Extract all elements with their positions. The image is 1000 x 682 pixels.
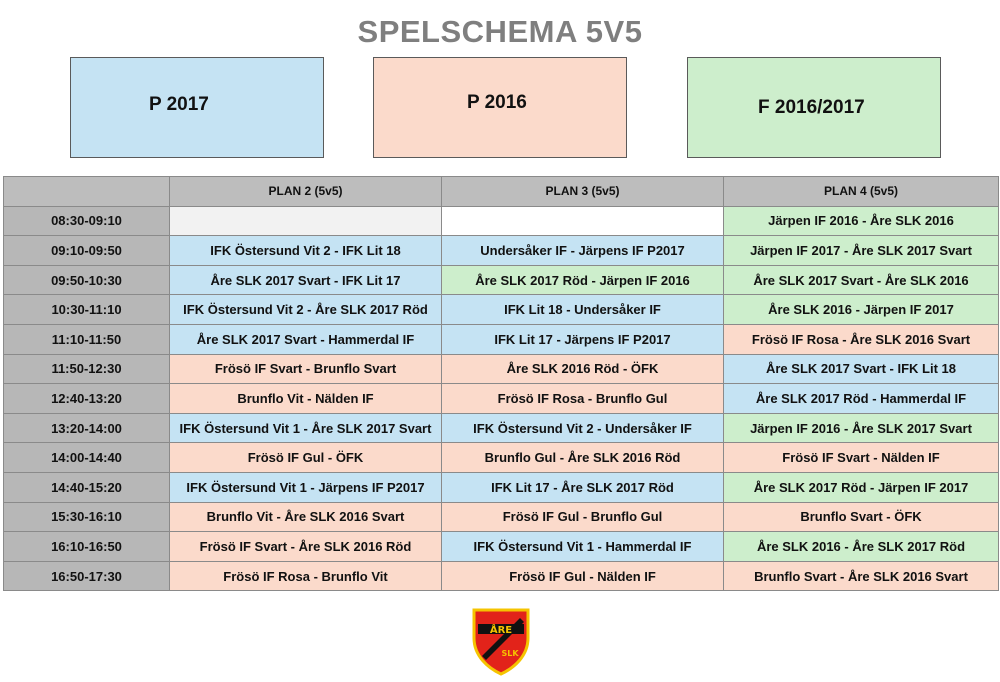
time-cell: 11:10-11:50 (4, 324, 170, 354)
table-row (4, 561, 999, 591)
table-row (4, 354, 999, 384)
legend-p2016 (373, 57, 627, 158)
table-row (4, 265, 999, 295)
time-cell: 11:50-12:30 (4, 354, 170, 384)
match-cell: Åre SLK 2017 Svart - IFK Lit 17 (170, 265, 442, 295)
logo-text: ÅRE (489, 625, 513, 636)
match-cell: Åre SLK 2016 - Järpen IF 2017 (724, 295, 999, 325)
logo-subtext: SLK (501, 649, 519, 658)
match-cell: IFK Östersund Vit 2 - Undersåker IF (442, 413, 724, 443)
schedule-table (3, 176, 999, 591)
match-cell: Brunflo Gul - Åre SLK 2016 Röd (442, 443, 724, 473)
match-cell (170, 206, 442, 236)
club-logo (468, 604, 534, 676)
match-cell: Frösö IF Svart - Åre SLK 2016 Röd (170, 532, 442, 562)
match-cell: Frösö IF Svart - Brunflo Svart (170, 354, 442, 384)
time-cell: 13:20-14:00 (4, 413, 170, 443)
time-cell: 16:50-17:30 (4, 561, 170, 591)
match-cell: IFK Lit 18 - Undersåker IF (442, 295, 724, 325)
match-cell: Frösö IF Gul - Brunflo Gul (442, 502, 724, 532)
table-header-row (4, 177, 999, 207)
legend-p2017-label: P 2017 (149, 94, 209, 115)
match-cell: IFK Östersund Vit 2 - IFK Lit 18 (170, 236, 442, 266)
match-cell: Järpen IF 2016 - Åre SLK 2016 (724, 206, 999, 236)
header-time (4, 177, 170, 207)
table-row (4, 206, 999, 236)
match-cell: Brunflo Vit - Åre SLK 2016 Svart (170, 502, 442, 532)
match-cell: IFK Lit 17 - Åre SLK 2017 Röd (442, 472, 724, 502)
match-cell (442, 206, 724, 236)
time-cell: 14:00-14:40 (4, 443, 170, 473)
match-cell: Järpen IF 2017 - Åre SLK 2017 Svart (724, 236, 999, 266)
legend-f20162017 (687, 57, 941, 158)
legend-f20162017-label: F 2016/2017 (758, 97, 865, 118)
table-row (4, 384, 999, 414)
time-cell: 09:50-10:30 (4, 265, 170, 295)
header-plan2: PLAN 2 (5v5) (170, 177, 442, 207)
match-cell: IFK Östersund Vit 2 - Åre SLK 2017 Röd (170, 295, 442, 325)
match-cell: Brunflo Vit - Nälden IF (170, 384, 442, 414)
match-cell: Brunflo Svart - ÖFK (724, 502, 999, 532)
match-cell: Frösö IF Rosa - Åre SLK 2016 Svart (724, 324, 999, 354)
header-plan4: PLAN 4 (5v5) (724, 177, 999, 207)
legend-p2017 (70, 57, 324, 158)
header-plan3: PLAN 3 (5v5) (442, 177, 724, 207)
match-cell: Åre SLK 2017 Svart - Åre SLK 2016 (724, 265, 999, 295)
time-cell: 08:30-09:10 (4, 206, 170, 236)
match-cell: IFK Lit 17 - Järpens IF P2017 (442, 324, 724, 354)
time-cell: 15:30-16:10 (4, 502, 170, 532)
match-cell: Åre SLK 2017 Röd - Järpen IF 2016 (442, 265, 724, 295)
match-cell: Åre SLK 2016 Röd - ÖFK (442, 354, 724, 384)
match-cell: Åre SLK 2017 Svart - IFK Lit 18 (724, 354, 999, 384)
time-cell: 16:10-16:50 (4, 532, 170, 562)
match-cell: Undersåker IF - Järpens IF P2017 (442, 236, 724, 266)
table-row (4, 532, 999, 562)
match-cell: Åre SLK 2017 Röd - Hammerdal IF (724, 384, 999, 414)
table-row (4, 324, 999, 354)
match-cell: IFK Östersund Vit 1 - Hammerdal IF (442, 532, 724, 562)
match-cell: Åre SLK 2016 - Åre SLK 2017 Röd (724, 532, 999, 562)
match-cell: Brunflo Svart - Åre SLK 2016 Svart (724, 561, 999, 591)
time-cell: 10:30-11:10 (4, 295, 170, 325)
match-cell: IFK Östersund Vit 1 - Järpens IF P2017 (170, 472, 442, 502)
match-cell: Åre SLK 2017 Röd - Järpen IF 2017 (724, 472, 999, 502)
table-row (4, 472, 999, 502)
match-cell: Järpen IF 2016 - Åre SLK 2017 Svart (724, 413, 999, 443)
match-cell: Frösö IF Gul - ÖFK (170, 443, 442, 473)
table-row (4, 413, 999, 443)
page-title: SPELSCHEMA 5V5 (357, 14, 643, 49)
time-cell: 12:40-13:20 (4, 384, 170, 414)
table-row (4, 443, 999, 473)
time-cell: 09:10-09:50 (4, 236, 170, 266)
match-cell: Frösö IF Gul - Nälden IF (442, 561, 724, 591)
table-row (4, 502, 999, 532)
time-cell: 14:40-15:20 (4, 472, 170, 502)
legend-p2016-label: P 2016 (467, 92, 527, 113)
match-cell: Frösö IF Svart - Nälden IF (724, 443, 999, 473)
shield-icon (468, 604, 534, 676)
match-cell: IFK Östersund Vit 1 - Åre SLK 2017 Svart (170, 413, 442, 443)
match-cell: Frösö IF Rosa - Brunflo Vit (170, 561, 442, 591)
match-cell: Frösö IF Rosa - Brunflo Gul (442, 384, 724, 414)
table-row (4, 295, 999, 325)
table-row (4, 236, 999, 266)
match-cell: Åre SLK 2017 Svart - Hammerdal IF (170, 324, 442, 354)
